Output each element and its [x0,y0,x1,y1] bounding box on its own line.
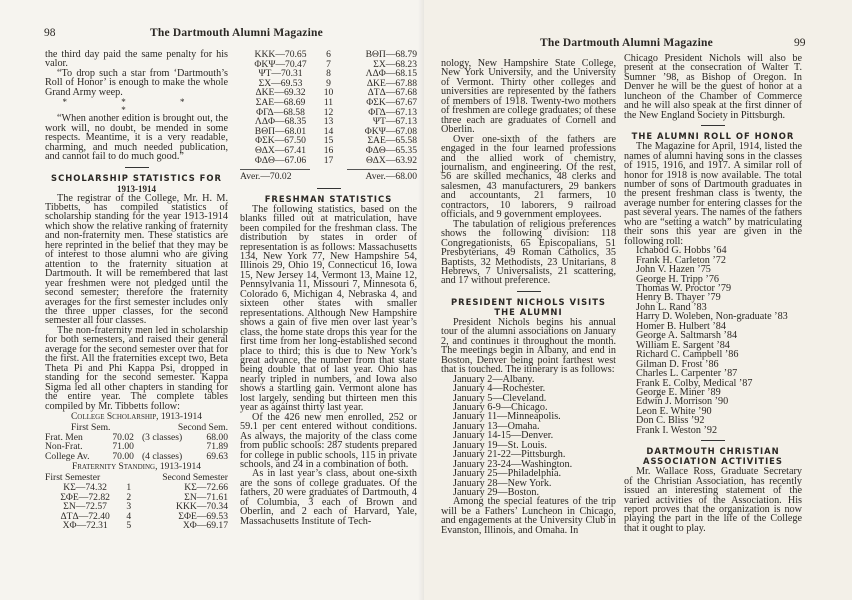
roll-entry: Homer B. Hulbert ’84 [636,320,726,332]
roll-entry: Henry B. Thayer ’79 [636,292,721,304]
second-sem-entry: KKK—70.34 [176,501,228,513]
paragraph: The registrar of the College, Mr. H. M. Tibbetts, has compiled statistics of scholarship standing for the year 1913-1914 which show the relative ranking of fraternity and non-fraternity men. These statistics are here reprinted in the belief that they may be of interest to those alumni who are giving attention to the fraternity situation at Dartmouth. It will be remembered that last year freshmen were not pledged until the second semester; therefore the fraternity averages for the first semester includes only the three upper classes, for the second semester all four classes. [45,192,228,327]
first-sem-entry: KΣ—74.32 [63,481,107,493]
rank: 15 [323,135,334,147]
first-sem-entry: BΘΠ—68.01 [254,125,307,137]
roll-entry: George E. Miner ’89 [636,386,721,398]
roll-entry: Thomas W. Proctor ’79 [636,282,732,294]
roll-entry: Frank E. Colby, Medical ’87 [636,377,753,389]
right-page-column-2 [624,54,802,533]
roll-entry: Leon E. White ’90 [636,405,712,417]
first-sem-entry: ΣΦE—72.82 [60,491,110,503]
section-divider [701,440,725,441]
college-scholarship-table [45,423,228,461]
itinerary-item: January 2—Albany. [453,373,535,385]
table-row [240,156,417,166]
roll-entry: John V. Hazen ’75 [636,264,711,276]
roll-entry: Charles L. Carpenter ’87 [636,368,738,380]
roll-entry: Don C. Bliss ’92 [636,415,705,427]
row-label: Frat. Men [45,431,83,443]
column-header: Second Semester [162,472,228,484]
column-header: Second Sem. [177,421,228,433]
rank: 6 [326,49,331,60]
table-row [45,521,228,531]
first-sem-entry: ΣAE—68.69 [255,96,306,108]
left-page-column-2 [240,50,417,526]
paragraph: “When another edition is brought out, the work will, no doubt, be mended in some respects. Meantime, it is a very readable, charming, and much needed publication, and cannot fail to do much good.” [45,113,228,163]
roll-of-honor-list [624,246,802,435]
second-sem-entry: ΦΣK—67.67 [366,96,417,108]
page-number-right: 99 [794,37,806,49]
paragraph: Of the 426 new men enrolled, 252 or 59.1 per cent entered without conditions. As always, the majority of the class come from public schools: 287 students prepared for college in public schools, 115 in private schools, and 24 in a combination of both. [240,411,417,470]
first-sem-entry: KKK—70.65 [254,49,307,60]
section-heading: PRESIDENT NICHOLS VISITS THE ALUMNI [451,296,606,317]
second-sem-entry: ΔTΔ—67.68 [367,87,417,99]
paragraph: nology, New Hampshire State College, New York University, and the University of Vermont. Thirty other colleges and universities are represented by the fathers of members of 1918. Twenty-two mothers of freshmen are college graduates; of these three each are graduates of Cornell and Oberlin. [441,58,616,136]
table-row [45,452,228,462]
roll-entry: Frank I. Weston ’92 [636,424,718,436]
second-sem-entry: KΣ—72.66 [184,481,228,493]
first-sem-value: 70.00 [112,450,134,462]
rank: 9 [326,77,331,89]
second-sem-entry: ΘΔX—63.92 [366,154,417,166]
column-header: First Semester [45,472,101,484]
table-title: College Scholarship, 1913-1914 [70,411,203,422]
itinerary-item: January 11—Minneapolis. [453,411,561,423]
right-page [424,0,852,600]
rank: 5 [126,520,132,532]
roll-entry: George A. Saltmarsh ’84 [636,330,738,342]
paragraph: Over one-sixth of the fathers are engaged in the four learned professions and the allied work of chemistry, journalism, and engineering. Of the rest, 56 are skilled mechanics, 48 clerks and salesmen, 43 manufacturers, 29 bankers and accountants, 21 farmers, 10 contractors, 10 laborers, 9 railroad officials, and 9 government employees. [441,133,616,221]
itinerary-item: January 28—New York. [453,477,552,489]
roll-entry: Edwin J. Morrison ’90 [636,396,729,408]
first-sem-entry: ΦΓΔ—68.58 [256,106,305,118]
row-label: College Av. [45,450,90,462]
paragraph: President Nichols begins his annual tour of the alumni associations on January 2, and continues it throughout the month. The meetings begin in Albany, and end in Boston, Denver being point farthest west that is touched. The itinerary is as follows: [441,316,616,376]
paragraph: Mr. Wallace Ross, Graduate Secretary of the Christian Association, has recently issued an interesting statement of the varied activities of the Association. His report proves that the organization is now playing the part in the life of the College that it ought to play. [624,466,802,534]
row-note: (4 classes) [141,450,183,462]
roll-entry: Ichabod G. Hobbs ’64 [636,245,727,257]
paragraph: Among the special features of the trip will be a Fathers’ Luncheon in Chicago, and engagements at the University Club in Evanston, Illinois, and Omaha. In [441,496,616,536]
fraternity-standing-table [45,473,228,531]
second-sem-value: 69.63 [206,450,228,462]
first-sem-entry: ΣX—69.53 [258,77,303,89]
itinerary-item: January 6-9—Chicago. [453,401,548,413]
second-sem-entry: XΦ—69.17 [182,520,228,532]
rank: 14 [323,125,334,137]
itinerary-list [441,375,616,498]
rank: 2 [126,491,132,503]
left-page-column-1 [45,50,228,531]
first-sem-entry: ΘΔX—67.41 [255,144,306,156]
paragraph: “To drop such a star from ‘Dartmouth’s Roll of Honor’ is enough to make the whole Grand Army weep. [45,67,228,98]
page-number-left: 98 [44,27,56,39]
fraternity-standing-table-continued [240,50,417,165]
roll-entry: Gilman D. Frost ’86 [636,358,719,370]
second-sem-entry: ΦΓΔ—67.13 [368,106,417,118]
averages-row [240,165,417,182]
second-sem-entry: ΣAE—65.58 [367,135,417,147]
paragraph: the third day paid the same penalty for his valor. [45,49,228,70]
second-sem-entry: ΛΔΦ—68.15 [365,68,417,80]
roll-entry: William E. Sargent ’84 [636,339,730,351]
rank: 4 [126,510,132,522]
rank: 3 [126,501,132,513]
first-sem-average: Aver.—70.02 [240,169,310,182]
section-heading: DARTMOUTH CHRISTIAN ASSOCIATION ACTIVITIES [643,446,783,467]
paragraph: The tabulation of religious preferences shows the following division: 118 Congregationists, 65 Episcopalians, 51 Presbyterians, 49 Roman Catholics, 35 Baptists, 32 Methodists, 23 Unitarians, 8 Hebrews, 7 Universalists, 21 scattering, and 17 without preference. [441,218,616,287]
first-sem-entry: XΦ—72.31 [62,520,108,532]
left-page [0,0,424,600]
first-sem-entry: ΔTΔ—72.40 [60,510,110,522]
roll-entry: Harry D. Woleben, Non-graduate ’83 [636,311,788,323]
second-sem-entry: ΔKE—67.88 [366,77,417,89]
roll-entry: Richard C. Campbell ’86 [636,349,739,361]
itinerary-item: January 19—St. Louis. [453,439,547,451]
second-sem-entry: ΣN—71.61 [184,491,228,503]
rank: 10 [323,87,334,99]
first-sem-value: 70.02 [112,431,134,443]
rank: 11 [323,96,334,108]
rank: 13 [323,116,334,128]
table-row [240,165,417,182]
second-sem-entry: ΦΔΘ—65.35 [365,144,417,156]
itinerary-item: January 23-24—Washington. [453,458,573,470]
rank: 12 [323,106,334,118]
itinerary-item: January 5—Cleveland. [453,392,547,404]
section-heading: THE ALUMNI ROLL OF HONOR [631,131,795,142]
section-subheading: 1913-1914 [117,183,156,194]
itinerary-item: January 21-22—Pittsburgh. [453,449,566,461]
roll-entry: George H. Tripp ’76 [636,273,720,285]
section-divider [517,291,541,292]
second-sem-entry: ΣX—68.23 [373,58,417,70]
section-stars: * * * * [62,97,211,116]
section-heading: FRESHMAN STATISTICS [264,193,393,204]
first-sem-entry: ΦΣK—67.50 [255,135,306,147]
paragraph: The non-fraternity men led in scholarship for both semesters, and raised their general average for the second semester over that for the first. All the fraternities except two, Beta Theta Pi and Phi Kappa Psi, dropped in standing for the second semester. Kappa Sigma led all other chapters in standing for the entire year. The complete tables compiled by Mr. Tibbetts follow: [45,324,229,412]
first-sem-entry: ΦKΨ—70.47 [254,58,307,70]
roll-entry: John L. Rand ’83 [636,301,707,313]
second-sem-average: Aver.—68.00 [347,169,417,182]
column-header: First Sem. [71,421,111,433]
first-sem-entry: ΛΔΦ—68.35 [254,116,307,128]
second-sem-entry: ΦKΨ—67.08 [364,125,417,137]
section-divider [125,167,149,168]
itinerary-item: January 4—Rochester. [453,383,546,395]
roll-entry: Frank H. Carleton ’72 [636,254,726,266]
paragraph: The Magazine for April, 1914, listed the names of alumni having sons in the classes of 1915, 1916, and 1917. A similar roll of honor for 1918 is now available. The total number of sons of Dartmouth graduates in the present freshman class is twenty, the average number for entering classes for the past several years. The names of the fathers who are “setting a watch” by matriculating their sons this year are given in the following roll: [624,141,802,247]
rank: 17 [323,154,334,166]
row-note: (3 classes) [141,431,183,443]
row-label: Non-Frat. [45,441,83,453]
paragraph: Chicago President Nichols will also be present at the consecration of Walter T. Sumner ’98, as Bishop of Oregon. In Denver he will be the guest of honor at a luncheon of the Chamber of Commerce and he will also speak at the first dinner of the New England Society in Pittsburgh. [624,53,802,121]
section-divider [317,188,341,189]
section-divider [701,125,725,126]
rank: 1 [126,481,132,493]
section-heading: SCHOLARSHIP STATISTICS FOR [51,172,222,183]
rank: 8 [326,68,331,80]
right-page-column-1 [441,59,616,535]
second-sem-value: 71.89 [206,441,228,453]
rank: 16 [323,144,334,156]
second-sem-entry: BΘΠ—68.79 [365,49,417,60]
paragraph: The following statistics, based on the blanks filled out at matriculation, have been compiled for the freshman class. The distribution by states in order of representation is as follows: Massachusetts 134, New York 77, New Hampshire 54, Illinois 29, Ohio 19, Connecticut 16, Iowa 15, New Jersey 14, Vermont 13, Maine 12, Pennsylvania 11, Missouri 7, Minnesota 6, Colorado 6, Michigan 4, Nebraska 4, and sixteen other states with smaller representations. Although New Hampshire shows a gain of five men over last year’s class, the home state drops this year for the first time from her long-established second place to third; this is due to New York’s great advance, the number from that state being double that of last year. Ohio has nearly tripled in numbers, and Iowa also shows a startling gain. Vermont alone has lost largely, sending but thirteen men this year as against thirty last year. [240,203,417,414]
second-sem-entry: ΣΦE—69.53 [178,510,228,522]
first-sem-value: 71.00 [112,441,134,453]
rank: 7 [326,58,331,70]
itinerary-item: January 14-15—Denver. [453,430,554,442]
first-sem-entry: ΔKE—69.32 [255,87,306,99]
table-title: Fraternity Standing, 1913-1914 [71,462,202,473]
first-sem-entry: ΦΔΘ—67.06 [254,154,307,166]
running-head-left: The Dartmouth Alumni Magazine [150,27,323,39]
itinerary-item: January 13—Omaha. [453,420,540,432]
paragraph: As in last year’s class, about one-sixth are the sons of college graduates. Of the fathers, 20 were graduates of Dartmouth, 4 of Columbia, 3 each of Brown and Oberlin, and 2 each of Harvard, Yale, Massachusetts Institute of Tech- [240,468,417,527]
itinerary-item: January 29—Boston. [453,487,540,499]
second-sem-entry: ΨT—67.13 [372,116,417,128]
second-sem-value: 68.00 [206,431,228,443]
first-sem-entry: ΨT—70.31 [258,68,303,80]
running-head-right: The Dartmouth Alumni Magazine [540,37,713,49]
itinerary-item: January 25—Philadelphia. [453,468,562,480]
first-sem-entry: ΣN—72.57 [63,501,107,513]
